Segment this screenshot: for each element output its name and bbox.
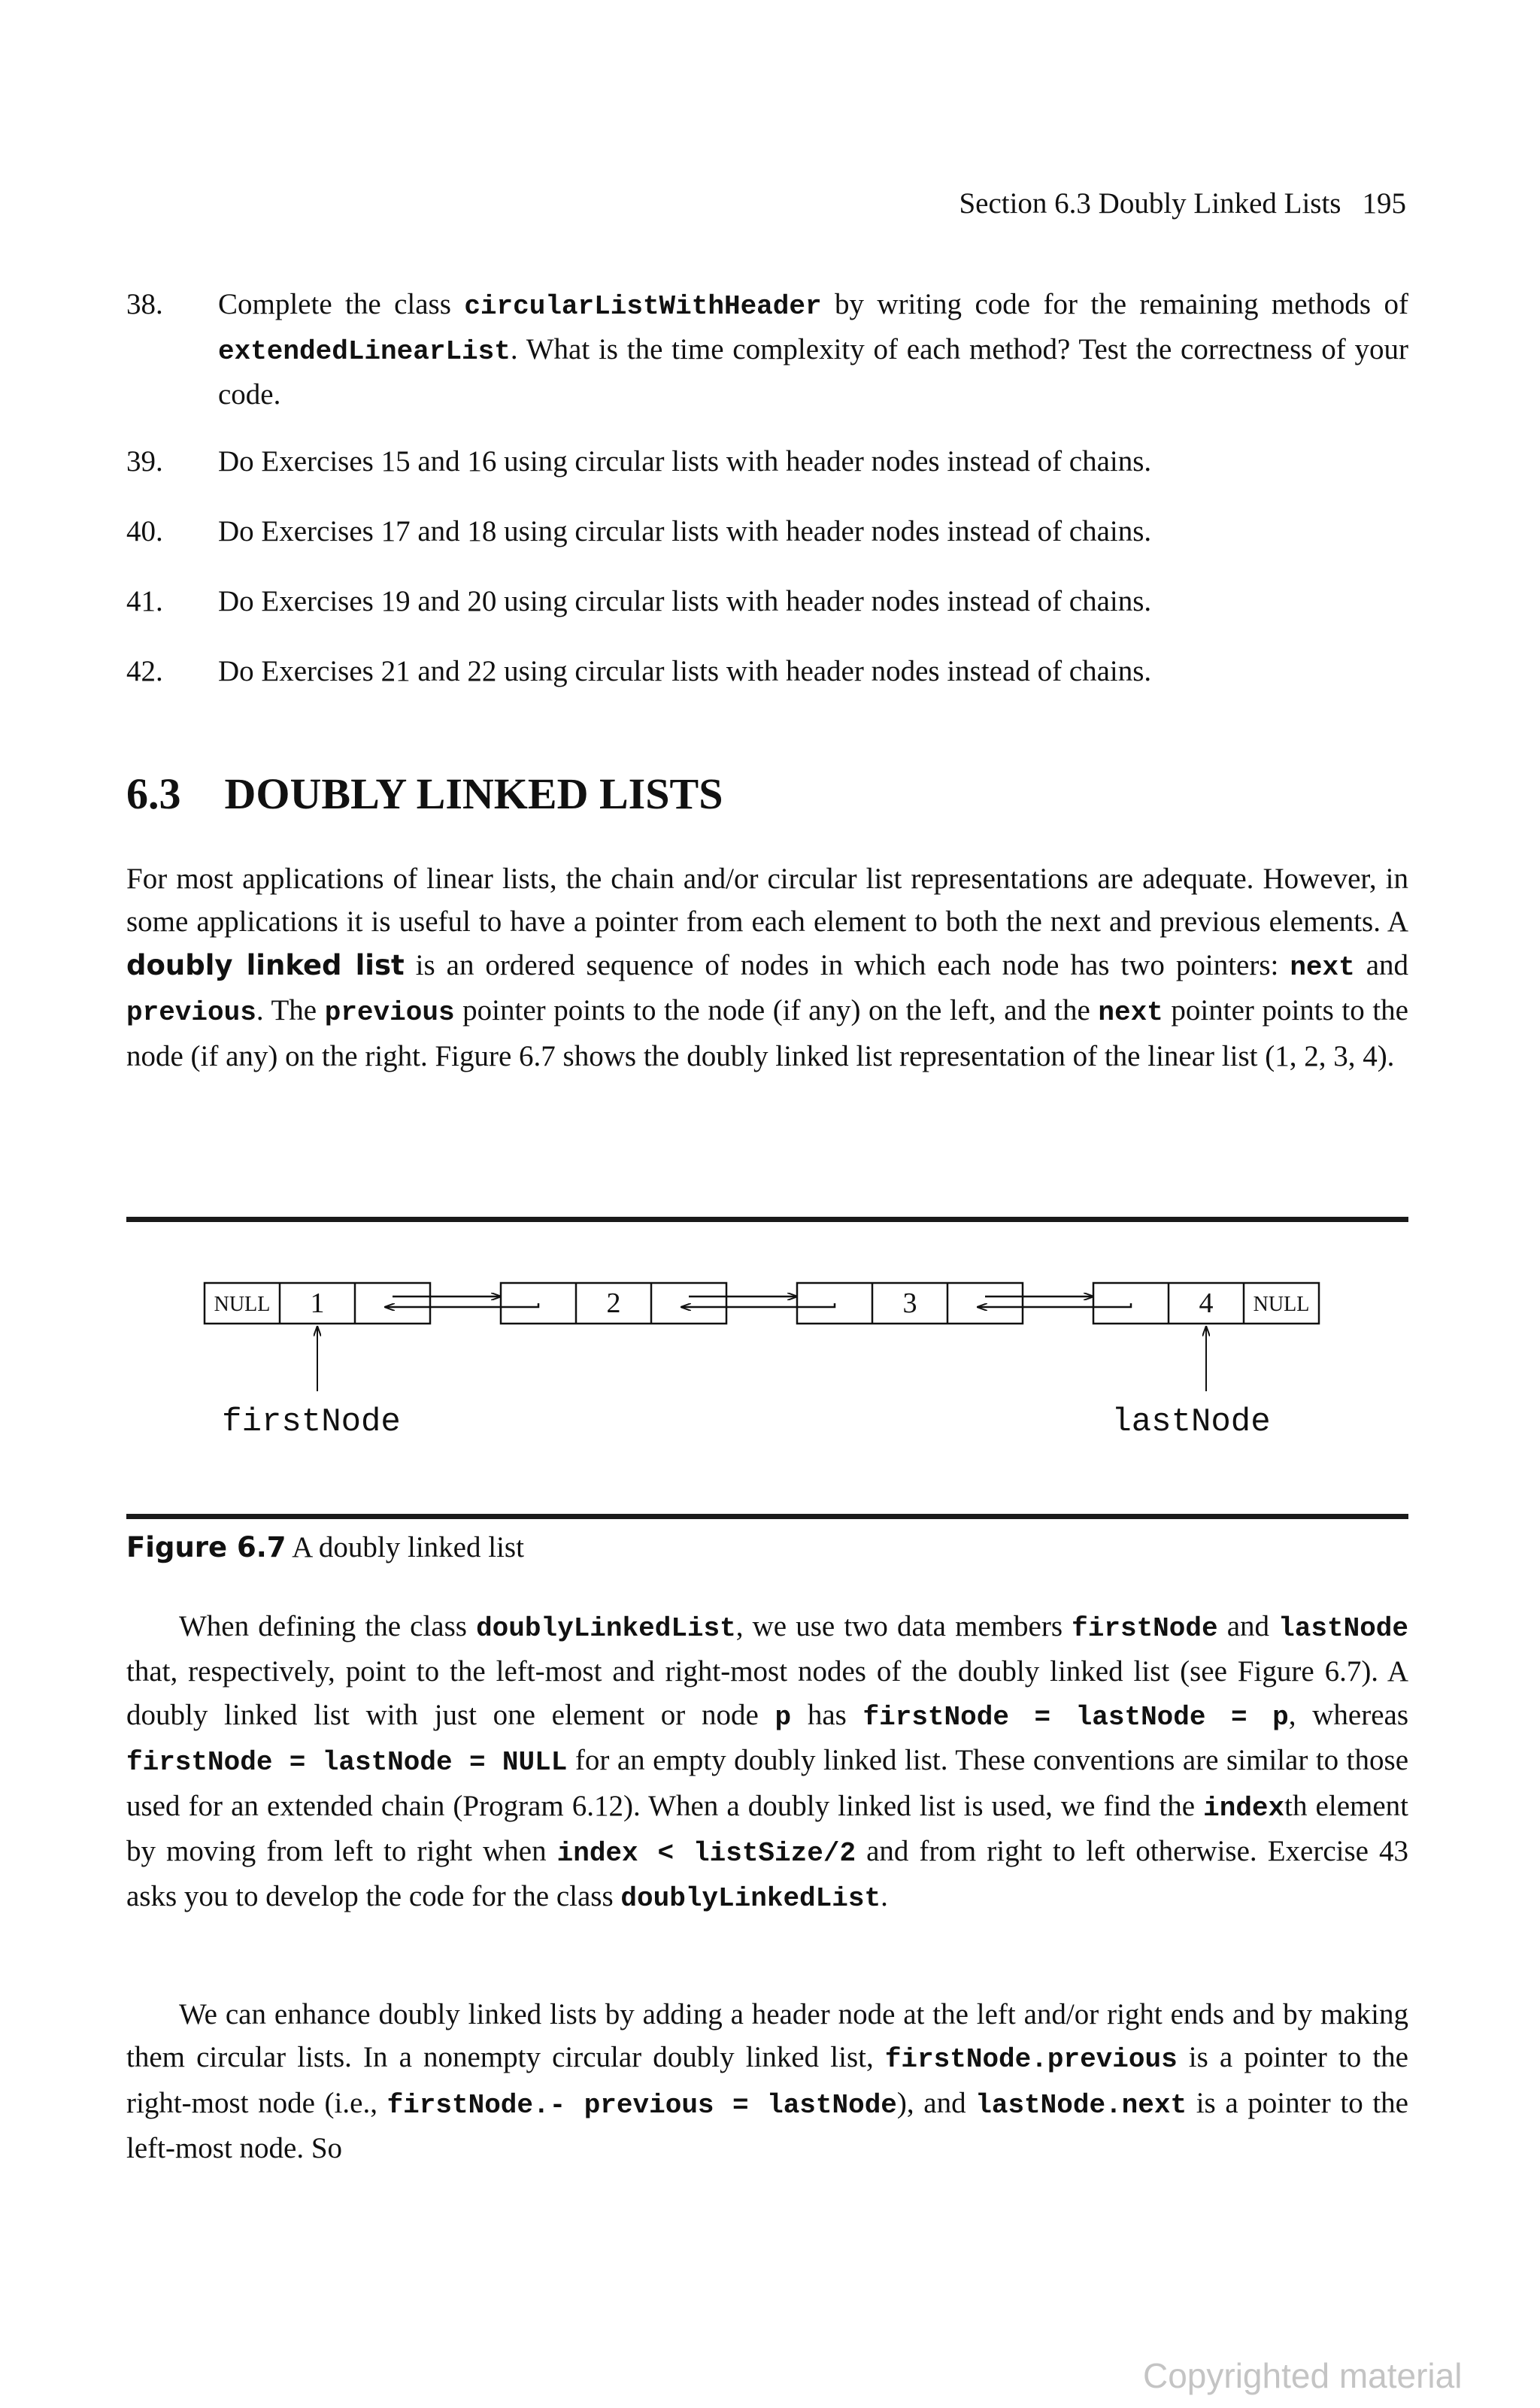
paragraph-doublylinkedlist-class — [126, 1605, 1408, 1921]
text-run: When defining the class — [179, 1610, 477, 1642]
code-next: next — [1098, 997, 1163, 1029]
figure-caption-text: A doubly linked list — [286, 1531, 524, 1563]
exercise-text: Do Exercises 21 and 22 using circular lists with header nodes instead of chains. — [218, 655, 1152, 687]
text-run: . What is the time complexity of each method? Test the correctness of your code. — [218, 333, 1408, 411]
figure-bottom-rule — [126, 1514, 1408, 1519]
text-run: by writing code for the remaining methods of — [821, 288, 1408, 320]
text-run: . — [881, 1880, 888, 1913]
running-head — [865, 187, 1406, 220]
code-next: next — [1290, 951, 1355, 983]
text-run: ), and — [896, 2086, 976, 2119]
text-run: th element by moving from left to right when — [126, 1789, 1408, 1868]
page-number: 195 — [1362, 187, 1406, 220]
paragraph-circular-doubly-linked — [126, 1993, 1408, 2170]
exercise-number: 42. — [126, 655, 163, 687]
figure-caption — [126, 1530, 524, 1564]
exercise-number: 40. — [126, 515, 163, 547]
doubly-linked-list-diagram — [126, 1233, 1408, 1497]
code-p: p — [775, 1701, 792, 1733]
node-value: 3 — [902, 1287, 917, 1319]
node-value: 2 — [606, 1287, 621, 1319]
code-expression: firstNode.- previous = lastNode — [387, 2089, 897, 2121]
text-run: , we use two data members — [735, 1610, 1072, 1642]
exercise-42 — [126, 650, 1408, 693]
previous-pointer-arrow — [385, 1303, 538, 1307]
section-number: 6.3 — [126, 769, 181, 818]
text-run: We can enhance doubly linked lists by adding a header node at the left and/or right ends and by making them circular lists. In a nonempty circular doubly linked list, — [126, 1998, 1408, 2074]
code-doublylinkedlist: doublyLinkedList — [620, 1883, 881, 1915]
copyright-watermark: Copyrighted material — [1143, 2356, 1463, 2395]
first-node-label: firstNode — [222, 1403, 401, 1441]
exercise-number: 38. — [126, 288, 163, 320]
previous-pointer-arrow — [681, 1303, 835, 1307]
code-previous: previous — [324, 997, 455, 1029]
intro-paragraph — [126, 857, 1408, 1078]
exercise-text: Do Exercises 17 and 18 using circular lists with header nodes instead of chains. — [218, 515, 1152, 547]
text-run: for an empty doubly linked list. These conventions are similar to those used for an extended chain (Program 6.12). When a doubly linked list is used, we find the — [126, 1744, 1409, 1822]
exercise-39 — [126, 440, 1408, 483]
text-run: For most applications of linear lists, the chain and/or circular list representations are adequate. However, in some applications it is useful to have a pointer from each element to both the next and previous elements. A — [126, 863, 1408, 939]
code-index: index — [1203, 1792, 1285, 1824]
exercise-40 — [126, 510, 1408, 553]
running-title: Section 6.3 Doubly Linked Lists — [959, 187, 1341, 220]
last-node-label: lastNode — [1111, 1403, 1271, 1441]
node-value: 4 — [1199, 1287, 1214, 1319]
text-run: is an ordered sequence of nodes in which each node has two pointers: — [404, 948, 1290, 981]
previous-pointer-arrow — [978, 1303, 1131, 1307]
exercise-text: Do Exercises 15 and 16 using circular lists with header nodes instead of chains. — [218, 445, 1152, 478]
text-run: is a pointer to the left-most node. So — [126, 2086, 1408, 2165]
text-run: has — [791, 1698, 863, 1731]
figure-top-rule — [126, 1217, 1408, 1222]
exercise-text: Do Exercises 19 and 20 using circular lists with header nodes instead of chains. — [218, 585, 1152, 617]
section-heading — [126, 769, 723, 819]
node-value: 1 — [310, 1287, 325, 1319]
code-firstnode-previous: firstNode.previous — [884, 2044, 1178, 2076]
section-title: DOUBLY LINKED LISTS — [224, 769, 723, 818]
code-lastnode: lastNode — [1278, 1613, 1408, 1644]
text-run: Complete the class — [218, 288, 465, 320]
code-expression: firstNode = lastNode = p — [862, 1701, 1289, 1733]
text-run: is a pointer to the right-most node (i.e., — [126, 2041, 1408, 2119]
code-class-name: circularListWithHeader — [464, 291, 822, 322]
exercise-number: 41. — [126, 585, 163, 617]
text-run: , whereas — [1288, 1698, 1409, 1731]
text-run: . The — [256, 994, 325, 1027]
exercise-number: 39. — [126, 445, 163, 478]
code-lastnode-next: lastNode.next — [975, 2089, 1187, 2121]
text-run: and from right to left otherwise. Exercise 43 asks you to develop the code for the class — [126, 1835, 1408, 1913]
text-run: and — [1217, 1610, 1279, 1642]
exercise-text — [218, 283, 1408, 416]
code-class-name: extendedLinearList — [218, 336, 511, 367]
text-run: that, respectively, point to the left-most and right-most nodes of the doubly linked list (see Figure 6.7). A doubly linked list with just one element or node — [126, 1655, 1408, 1731]
code-doublylinkedlist: doublyLinkedList — [476, 1613, 736, 1644]
exercise-41 — [126, 580, 1408, 623]
null-right-label: NULL — [1253, 1293, 1310, 1316]
code-firstnode: firstNode — [1072, 1613, 1218, 1644]
code-previous: previous — [126, 997, 256, 1029]
exercise-38 — [126, 283, 1408, 416]
text-run: and — [1354, 948, 1409, 981]
figure-caption-label: Figure 6.7 — [126, 1531, 286, 1563]
text-run: pointer points to the node (if any) on the right. Figure 6.7 shows the doubly linked list representation of the linear list (1, 2, 3, 4). — [126, 994, 1408, 1072]
null-left-label: NULL — [214, 1293, 271, 1316]
code-expression: index < listSize/2 — [556, 1838, 856, 1870]
text-run: pointer points to the node (if any) on the left, and the — [454, 994, 1099, 1027]
term-doubly-linked-list: doubly linked list — [126, 948, 405, 981]
code-expression: firstNode = lastNode = NULL — [126, 1747, 568, 1779]
